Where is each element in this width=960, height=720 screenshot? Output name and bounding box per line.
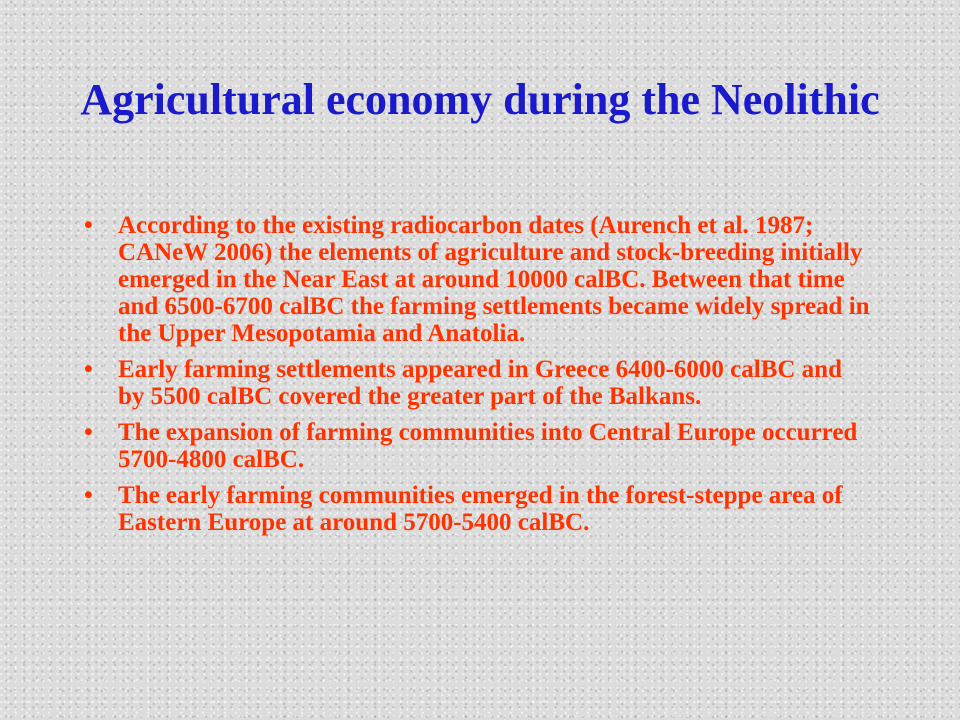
bullet-marker: • bbox=[84, 212, 93, 239]
bullet-text: Early farming settlements appeared in Greece 6400-6000 calBC and by 5500 calBC covered the greater part of the Balkans. bbox=[118, 356, 842, 410]
bullet-item bbox=[84, 419, 874, 473]
bullet-item bbox=[84, 356, 874, 410]
bullet-text: The expansion of farming communities into Central Europe occurred 5700-4800 calBC. bbox=[118, 419, 858, 473]
bullet-item bbox=[84, 212, 874, 347]
bullet-list bbox=[84, 212, 874, 545]
bullet-marker: • bbox=[84, 419, 93, 446]
bullet-marker: • bbox=[84, 482, 93, 509]
bullet-marker: • bbox=[84, 356, 93, 383]
bullet-text: The early farming communities emerged in the forest-steppe area of Eastern Europe at around 5700-5400 calBC. bbox=[118, 482, 843, 536]
bullet-item bbox=[84, 482, 874, 536]
slide-title: Agricultural economy during the Neolithic bbox=[80, 75, 880, 124]
bullet-text: According to the existing radiocarbon dates (Aurench et al. 1987; CANeW 2006) the elements of agriculture and stock-breeding initially emerged in the Near East at around 10000 calBC. Between that time and 6500-6700 calBC the farming settlements became widely spread in the Upper Mesopotamia and Anatolia. bbox=[118, 212, 870, 347]
